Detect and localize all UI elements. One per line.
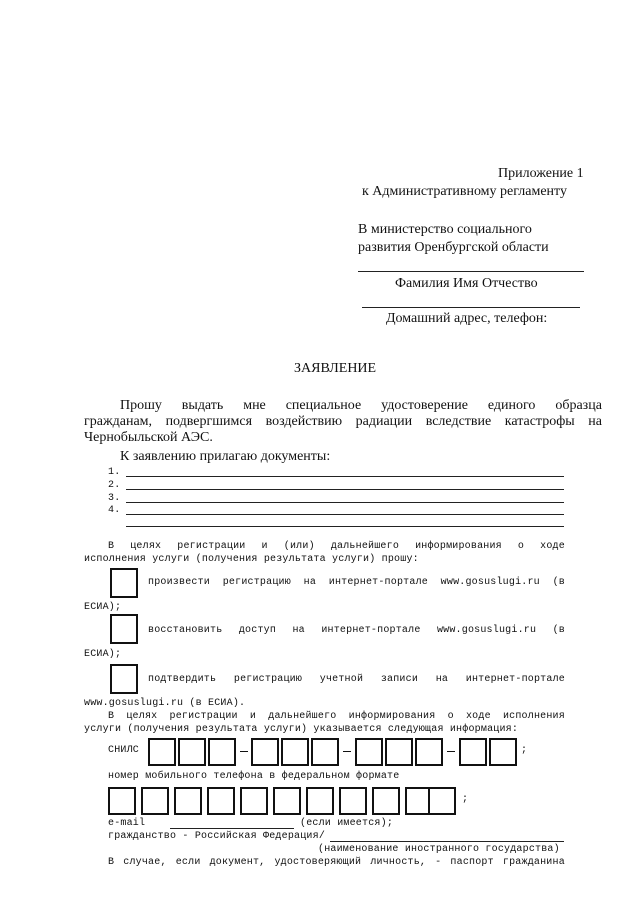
word: (или) [283,541,315,552]
word: мне [243,398,266,413]
email-label: e-mail [108,818,146,829]
phone-semicolon: ; [462,794,469,805]
word: и [261,541,268,552]
word: документ, [209,857,266,868]
address-underline[interactable] [362,307,580,308]
doc-number-4: 4. [108,505,121,516]
consent-intro-line-1 [108,541,565,552]
word: В [108,857,115,868]
snils-separator [343,751,351,752]
word: информирования [348,711,436,722]
request-line-2 [84,414,602,430]
word: Прошу [120,398,162,413]
word: на [435,674,449,685]
word: ходе [465,711,491,722]
doc-number-3: 3. [108,493,121,504]
snils-semicolon: ; [521,745,528,756]
word: В [108,711,115,722]
phone-digit-box[interactable] [240,787,268,815]
word: информирования [415,541,502,552]
snils-digit-box[interactable] [178,738,206,766]
info-line-1 [108,711,565,722]
appendix-number: Приложение 1 [498,166,584,181]
word: воздействию [265,414,343,429]
option-confirm-line-1 [148,674,565,685]
phone-digit-box[interactable] [174,787,202,815]
doc-number-2: 2. [108,480,121,491]
foreign-state-caption: (наименование иностранного государства) [318,844,560,855]
regulation-reference: к Административному регламенту [362,184,567,199]
doc-line-1[interactable] [126,476,564,477]
address-label: Домашний адрес, телефон: [386,311,548,326]
snils-digit-box[interactable] [251,738,279,766]
doc-line-2[interactable] [126,489,564,490]
doc-number-1: 1. [108,467,121,478]
word: личность, [370,857,427,868]
email-suffix: (если имеется); [300,818,394,829]
word: восстановить [148,625,223,636]
word: специальное [285,398,362,413]
option-register-line-2: ЕСИА); [84,602,122,613]
fio-underline[interactable] [358,271,584,272]
doc-line-5[interactable] [126,526,564,527]
option-restore-line-1 [148,625,565,636]
word: (в [552,577,565,588]
word: удостоверяющий [274,857,362,868]
word: регистрацию [222,577,291,588]
word: ходе [540,541,565,552]
word: вследствие [425,414,492,429]
document-title: ЗАЯВЛЕНИЕ [294,361,377,376]
word: о [517,541,525,552]
snils-digit-box[interactable] [355,738,383,766]
word: удостоверение [381,398,468,413]
word: регистрацию [233,674,303,685]
word: паспорт [450,857,494,868]
addressee-line-1: В министерство социального [358,222,532,237]
word: интернет-портале [328,577,428,588]
word: радиации [355,414,413,429]
word: дальнейшего [330,541,400,552]
word: если [175,857,201,868]
phone-digit-box[interactable] [339,787,367,815]
snils-separator [447,751,455,752]
snils-label: СНИЛС [108,745,140,756]
phone-digit-box[interactable] [273,787,301,815]
word: учетной [319,674,364,685]
word: интернет-портале [465,674,565,685]
confirm-registration-checkbox[interactable] [110,664,138,694]
doc-line-3[interactable] [126,502,564,503]
documents-intro: К заявлению прилагаю документы: [120,449,331,464]
phone-digit-box[interactable] [428,787,456,815]
snils-digit-box[interactable] [281,738,309,766]
word: и [249,711,257,722]
word: на [292,625,305,636]
addressee-line-2: развития Оренбургской области [358,240,549,255]
word: случае, [123,857,167,868]
word: о [447,711,454,722]
register-checkbox[interactable] [110,568,138,598]
snils-digit-box[interactable] [148,738,176,766]
consent-intro-line-2: исполнения услуги (получения результата услуги) прошу: [84,554,419,565]
word: исполнения [502,711,565,722]
word: образца [555,398,602,413]
citizenship-label: гражданство - Российская Федерация/ [108,831,326,842]
request-line-3: Чернобыльской АЭС. [84,430,213,445]
word: - [435,857,442,868]
word: регистрации [169,711,238,722]
word: доступ [238,625,277,636]
word: (в [552,625,565,636]
snils-digit-box[interactable] [311,738,339,766]
word: В [108,541,115,552]
word: единого [487,398,536,413]
restore-access-checkbox[interactable] [110,614,138,644]
phone-label: номер мобильного телефона в федеральном формате [108,771,400,782]
option-restore-line-2: ЕСИА); [84,649,122,660]
option-register-line-1 [148,577,565,588]
citizenship-underline[interactable] [330,841,564,842]
word: подвергшимся [165,414,253,429]
word: www.gosuslugi.ru [440,577,540,588]
doc-line-4[interactable] [126,514,564,515]
snils-digit-box[interactable] [459,738,487,766]
email-underline[interactable] [170,828,294,829]
snils-digit-box[interactable] [385,738,413,766]
phone-digit-box[interactable] [372,787,400,815]
fio-label: Фамилия Имя Отчество [395,276,538,291]
word: катастрофы [504,414,575,429]
word: на [303,577,317,588]
word: гражданам, [84,414,153,429]
word: произвести [148,577,211,588]
word: подтвердить [148,674,217,685]
phone-digit-box[interactable] [108,787,136,815]
snils-digit-box[interactable] [489,738,517,766]
snils-separator [240,751,248,752]
word: записи [380,674,419,685]
info-line-2: услуги (получения результата услуги) указывается следующая информация: [84,724,519,735]
word: выдать [181,398,224,413]
word: www.gosuslugi.ru [436,625,537,636]
snils-digit-box[interactable] [415,738,443,766]
option-confirm-line-2: www.gosuslugi.ru (в ЕСИА). [84,698,246,709]
phone-digit-box[interactable] [141,787,169,815]
word: на [588,414,602,429]
phone-digit-box[interactable] [207,787,235,815]
snils-digit-box[interactable] [208,738,236,766]
word: целях [130,541,162,552]
word: интернет-портале [321,625,421,636]
word: целях [126,711,158,722]
word: гражданина [502,857,565,868]
passport-line [108,857,565,868]
phone-digit-box[interactable] [306,787,334,815]
request-line-1 [120,398,602,414]
word: дальнейшего [268,711,337,722]
word: регистрации [177,541,246,552]
